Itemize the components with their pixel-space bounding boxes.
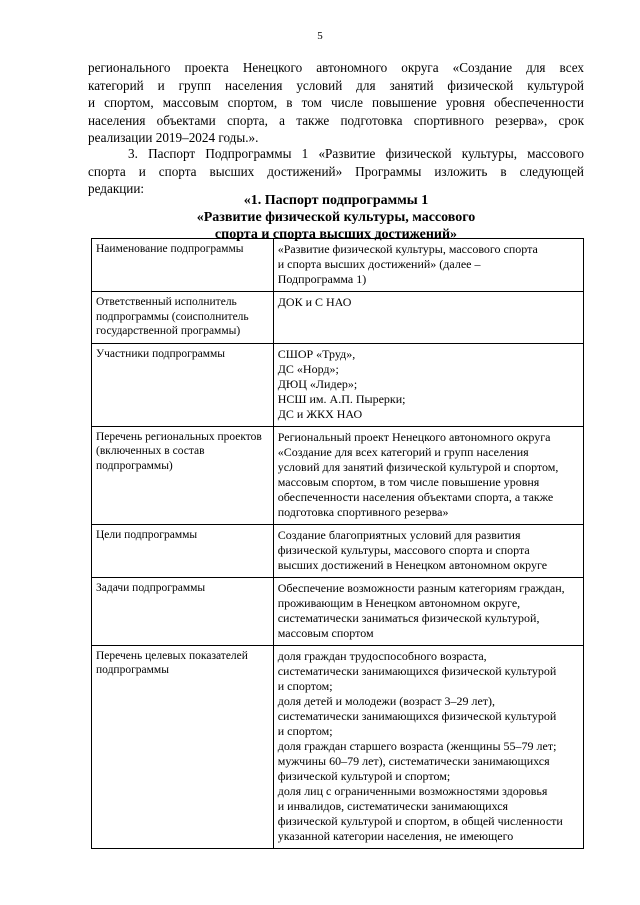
row-value-line: обеспеченности населения объектами спорта, а также xyxy=(277,489,554,504)
row-value-line: НСШ им. А.П. Пырерки; xyxy=(277,391,406,406)
row-value-line: и спортом; xyxy=(277,678,333,693)
row-label: Перечень целевых показателей подпрограммы xyxy=(92,645,274,848)
row-value xyxy=(273,645,583,848)
row-value-line: «Создание для всех категорий и групп населения xyxy=(277,444,529,459)
row-value xyxy=(273,239,583,292)
table-row xyxy=(92,292,584,344)
row-value-line: Создание благоприятных условий для развития xyxy=(277,527,521,542)
row-value-line: ДС и ЖКХ НАО xyxy=(277,406,363,421)
table-row xyxy=(92,343,584,426)
table-row xyxy=(92,239,584,292)
row-value-line: физической культурой и спортом, в общей численности xyxy=(277,813,563,828)
paragraph-line: редакции: xyxy=(88,181,145,196)
row-value-line: систематически заниматься физической культурой, xyxy=(277,610,540,625)
row-value-line: систематически занимающихся физической культурой xyxy=(277,708,557,723)
table-row xyxy=(92,524,584,577)
row-value-line: условий для занятий физической культурой и спортом, xyxy=(277,459,559,474)
row-value-line: проживающим в Ненецком автономном округе, xyxy=(277,595,521,610)
row-value-line: массовым спортом, в том числе повышение уровня xyxy=(277,474,540,489)
heading-line: «1. Паспорт подпрограммы 1 xyxy=(243,193,429,208)
paragraph-line: реализации 2019–2024 годы.». xyxy=(88,130,259,145)
paragraph-line: спорта и спорта высших достижений» Программы изложить в следующей xyxy=(88,163,584,179)
row-value-line: высших достижений в Ненецком автономном округе xyxy=(277,557,548,572)
row-label: Участники подпрограммы xyxy=(92,343,274,426)
row-label: Ответственный исполнитель подпрограммы (соисполнитель государственной программы) xyxy=(92,292,274,344)
row-value-line: мужчины 60–79 лет), систематически занимающихся xyxy=(277,753,550,768)
row-value-line: доля детей и молодежи (возраст 3–29 лет), xyxy=(277,693,496,708)
row-value-line: ДС «Норд»; xyxy=(277,361,339,376)
row-value xyxy=(273,426,583,524)
row-value-line: и инвалидов, систематически занимающихся xyxy=(277,798,509,813)
row-label: Задачи подпрограммы xyxy=(92,577,274,645)
row-value-line: физической культурой и спортом; xyxy=(277,768,451,783)
row-label: Наименование подпрограммы xyxy=(92,239,274,292)
heading-line: «Развитие физической культуры, массового xyxy=(196,210,476,225)
row-label: Цели подпрограммы xyxy=(92,524,274,577)
row-value-line: Обеспечение возможности разным категориям граждан, xyxy=(277,580,565,595)
row-value-line: доля граждан старшего возраста (женщины 55–79 лет; xyxy=(277,738,557,753)
passport-heading xyxy=(88,192,584,243)
page-number: 5 xyxy=(317,30,323,42)
row-value-line: Подпрограмма 1) xyxy=(277,272,367,286)
row-value xyxy=(273,577,583,645)
row-value-line: систематически занимающихся физической культурой xyxy=(277,663,557,678)
row-value xyxy=(273,343,583,426)
table-row xyxy=(92,577,584,645)
row-value-line: «Развитие физической культуры, массового спорта xyxy=(277,242,538,256)
table-row xyxy=(92,426,584,524)
row-value-line: ДОК и С НАО xyxy=(277,295,352,309)
row-value-line: ДЮЦ «Лидер»; xyxy=(277,376,358,391)
table-row xyxy=(92,645,584,848)
row-value-line: массовым спортом xyxy=(277,625,374,640)
row-value-line: доля лиц с ограниченными возможностями здоровья xyxy=(277,783,548,798)
paragraph-line: населения объектами спорта, а также подготовка спортивного резерва», срок xyxy=(88,112,584,128)
row-value-line: указанной категории населения, не имеющего xyxy=(277,828,514,843)
row-value-line: СШОР «Труд», xyxy=(277,346,356,361)
row-value-line: и спорта высших достижений» (далее – xyxy=(277,257,481,271)
row-value-line: Региональный проект Ненецкого автономного округа xyxy=(277,429,551,444)
row-value-line: физической культуры, массового спорта и спорта xyxy=(277,542,530,557)
paragraph-continuation xyxy=(88,59,584,147)
paragraph-line: регионального проекта Ненецкого автономного округа «Создание для всех xyxy=(88,60,584,75)
row-value-line: доля граждан трудоспособного возраста, xyxy=(277,648,487,663)
paragraph-line: категорий и групп населения условий для занятий физической культурой xyxy=(88,77,584,93)
paragraph-line: и спортом, массовым спортом, в том числе повышение уровня обеспеченности xyxy=(88,95,584,110)
paragraph-item-3 xyxy=(88,145,584,198)
heading-line: спорта и спорта высших достижений» xyxy=(214,227,458,242)
row-value-line: подготовка спортивного резерва» xyxy=(277,504,449,519)
row-value xyxy=(273,524,583,577)
passport-table xyxy=(91,238,584,849)
row-label: Перечень региональных проектов (включенных в состав подпрограммы) xyxy=(92,426,274,524)
paragraph-line: 3. Паспорт Подпрограммы 1 «Развитие физической культуры, массового xyxy=(128,146,584,161)
row-value-line: и спортом; xyxy=(277,723,333,738)
row-value xyxy=(273,292,583,344)
